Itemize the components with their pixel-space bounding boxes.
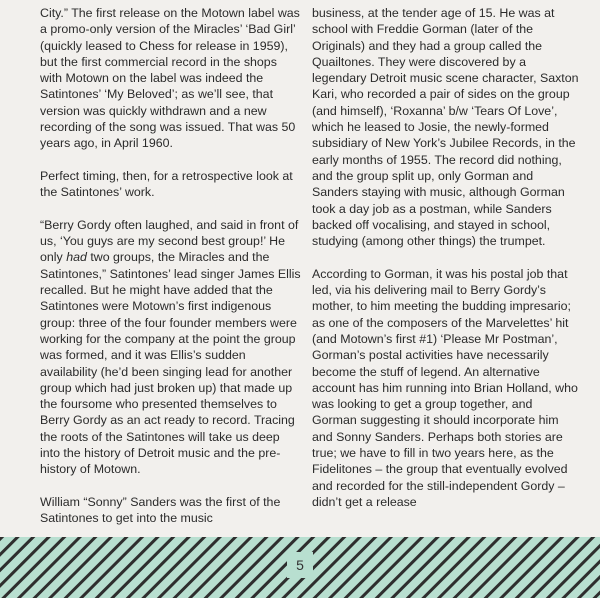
paragraph (40, 217, 302, 478)
paragraph: According to Gorman, it was his postal job that led, via his delivering mail to Berry Gordy’s mother, to him meeting the budding impresario; as one of the composers of the Marvelettes’ hit (and Motown’s first #1) ‘Please Mr Postman’, Gorman’s postal activities have necessarily become the stuff of legend. An alternative account has him running into Brian Holland, who was looking to get a group together, and Gorman suggesting it should incorporate him and Sonny Sanders. Perhaps both stories are true; we have to fill in two years here, as the Fidelitones – the group that eventually evolved and recorded for the still-independent Gordy – didn’t get a release (312, 266, 578, 509)
left-column (40, 5, 302, 527)
emphasis: had (66, 250, 87, 265)
paragraph: City.” The first release on the Motown label was a promo-only version of the Miracles’ ‘Bad Girl’ (quickly leased to Chess for release in 1959), but the first commercial record in the shops with Motown on the label was indeed the Satintones’ ‘My Beloved’; as we’ll see, that version was quickly withdrawn and a new recording of the song was issued. That was 50 years ago, in April 1960. (40, 6, 300, 151)
paragraph: Perfect timing, then, for a retrospective look at the Satintones’ work. (40, 168, 293, 200)
page-number: 5 (287, 552, 313, 578)
text-run: two groups, the Miracles and the Satintones,” Satintones’ lead singer James Ellis recalled. But he might have added that the Satintones were Motown’s first indigenous group: three of the four founder members were working for the company at the point the group was formed, and it was Ellis’s sudden availability (he’d been singing lead for another group which had just broken up) that made up the foursome who presented themselves to Berry Gordy as an act ready to record. Tracing the roots of the Satintones will take us deep into the history of Detroit music and the pre-history of Motown. (40, 250, 301, 477)
paragraph: business, at the tender age of 15. He was at school with Freddie Gorman (later of the Originals) and they had a group called the Quailtones. They were discovered by a legendary Detroit music scene character, Saxton Kari, who recorded a pair of sides on the group (and himself), ‘Roxanna’ b/w ‘Tears Of Love’, which he leased to Josie, the newly-formed subsidiary of New York’s Jubilee Records, in the early months of 1955. The record did nothing, and the group split up, only Gorman and Sanders staying with music, although Gorman took a day job as a postman, while Sanders backed off vocalising, and stayed in school, studying (among other things) the trumpet. (312, 6, 579, 249)
right-column (312, 5, 580, 510)
text-run: “Berry Gordy often laughed, and said in front of us, ‘You guys are my second best group!’ He only (40, 217, 299, 265)
paragraph: William “Sonny” Sanders was the first of the Satintones to get into the music (40, 494, 281, 526)
